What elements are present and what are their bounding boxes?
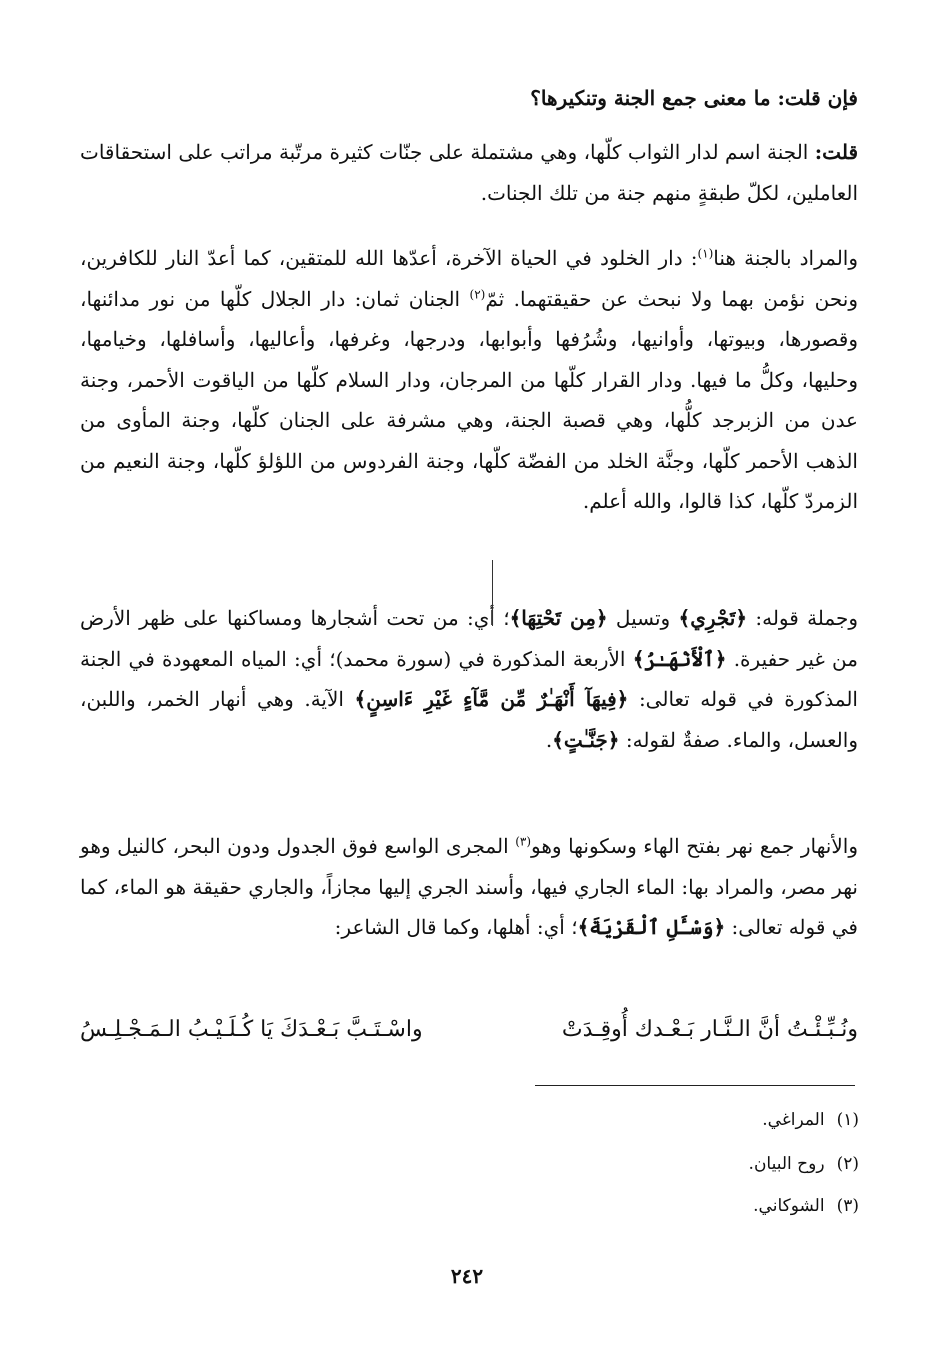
verse-second-hemistich: واسْـتَـبَّ بَـعْـدَكَ يَا كُـلَـيْـبُ الـمَـجْـلِـسُ <box>80 1017 423 1042</box>
poetry-verse <box>80 1010 858 1050</box>
question-line <box>80 78 858 119</box>
answer-paragraph <box>80 132 858 213</box>
paragraph4-t3: ؛ أي: من تحت أشجارها ومساكنها على ظهر الأرض من غير حفيرة. <box>80 606 858 671</box>
answer-text: الجنة اسم لدار الثواب كلّها، وهي مشتملة على جنّات كثيرة مرتّبة مراتب على استحقاقات العاملين، لكلّ طبقةٍ منهم جنة من تلك الجنات. <box>80 140 858 205</box>
paragraph3-part2: : دار الخلود في الحياة الآخرة، أعدّها الله للمتقين، كما أعدّ النار للكافرين، ونحن نؤمن بهما ولا نبحث عن حقيقتهما. ثمّ <box>80 246 858 311</box>
footnote-2 <box>749 1152 859 1176</box>
quran-ref-al-anhar: ﴿ٱلْأَنْهَـٰرُ﴾ <box>632 646 727 671</box>
footnote-divider <box>535 1085 855 1086</box>
verse-first-hemistich: ونُـبِّـئْـتُ أنَّ الـنَّـار بَـعْـدك أُوقِـدَتْ <box>561 1017 858 1042</box>
footnote-2-number: (٢) <box>836 1154 859 1174</box>
paragraph4-t1: وجملة قوله: <box>747 606 859 630</box>
jannah-meaning-paragraph <box>80 238 858 522</box>
quran-ref-min-tahtiha: ﴿مِن تَحْتِهَا﴾ <box>509 606 608 630</box>
quran-ref-wasal-alqarya: ﴿وَسْـَٔلِ ٱلْقَرْيَةَ﴾ <box>577 915 726 939</box>
paragraph3-part1: والمراد بالجنة هنا <box>713 246 859 270</box>
rivers-paragraph <box>80 826 858 948</box>
scan-mark-line <box>492 560 493 626</box>
verse-explanation-paragraph <box>80 598 858 760</box>
page-number: ٢٤٢ <box>450 1264 484 1288</box>
paragraph5-t2: المجرى الواسع فوق الجدول ودون البحر، كالنيل وهو نهر مصر، والمراد بها: الماء الجاري فيها، وأسند الجري إليها مجازاً، والجاري حقيقة هو الماء، كما في قوله تعالى: <box>80 834 858 939</box>
paragraph5-t3: ؛ أي: أهلها، وكما قال الشاعر: <box>334 915 578 939</box>
paragraph4-t6: . <box>545 727 553 752</box>
quran-ref-jannat: ﴿جَنَّـٰتٍ﴾ <box>552 727 620 752</box>
footnote-1 <box>762 1108 859 1132</box>
answer-label: قلت: <box>814 140 858 164</box>
paragraph5-t1: والأنهار جمع نهر بفتح الهاء وسكونها وهو <box>531 834 858 858</box>
footnote-1-text: المراغي. <box>762 1110 825 1130</box>
footnote-ref-3[interactable]: (٣) <box>515 834 532 849</box>
footnote-1-number: (١) <box>836 1110 859 1130</box>
paragraph4-t5: الآية. وهي أنهار الخمر، واللبن، والعسل، والماء. صفةٌ لقوله: <box>80 687 858 752</box>
quran-ref-fiha-anhar: ﴿فِيهَآ أَنْهَـٰرٌ مِّن مَّآءٍ غَيْرِ ءَاسِنٍ﴾ <box>354 687 629 711</box>
paragraph4-t4: الأربعة المذكورة في (سورة محمد)؛ أي: المياه المعهودة في الجنة المذكورة في قوله تعالى: <box>80 646 858 711</box>
footnote-3-number: (٣) <box>836 1196 859 1216</box>
quran-ref-tajri: ﴿تَجْرِي﴾ <box>678 606 748 630</box>
footnote-ref-2[interactable]: (٢) <box>469 286 486 301</box>
footnote-3 <box>753 1194 859 1218</box>
paragraph4-t2: وتسيل <box>607 606 679 630</box>
footnote-ref-1[interactable]: (١) <box>697 246 714 261</box>
footnote-2-text: روح البيان. <box>748 1154 825 1174</box>
question-text: فإن قلت: ما معنى جمع الجنة وتنكيرها؟ <box>530 86 858 110</box>
footnote-3-text: الشوكاني. <box>753 1196 825 1216</box>
paragraph3-part3: الجنان ثمان: دار الجلال كلّها من نور مدائنها، وقصورها، وبيوتها، وأوانيها، وشُرُفها وأبوابها، ودرجها، وغرفها، وأعاليها، وأسافلها، وخيامها، وحليها، وكلُّ ما فيها. ودار القرار كلّها من المرجان، ودار السلام كلّها من الياقوت الأحمر، وجنة عدن من الزبرجد كلُّها، وهي قصبة الجنة، وهي مشرفة على الجنان كلّها، وجنة المأوى من الذهب الأحمر كلّها، وجنَّة الخلد من الفضّة كلّها، وجنة الفردوس من اللؤلؤ كلّها، وجنة النعيم من الزمردّ كلّها، كذا قالوا، والله أعلم. <box>80 286 858 513</box>
